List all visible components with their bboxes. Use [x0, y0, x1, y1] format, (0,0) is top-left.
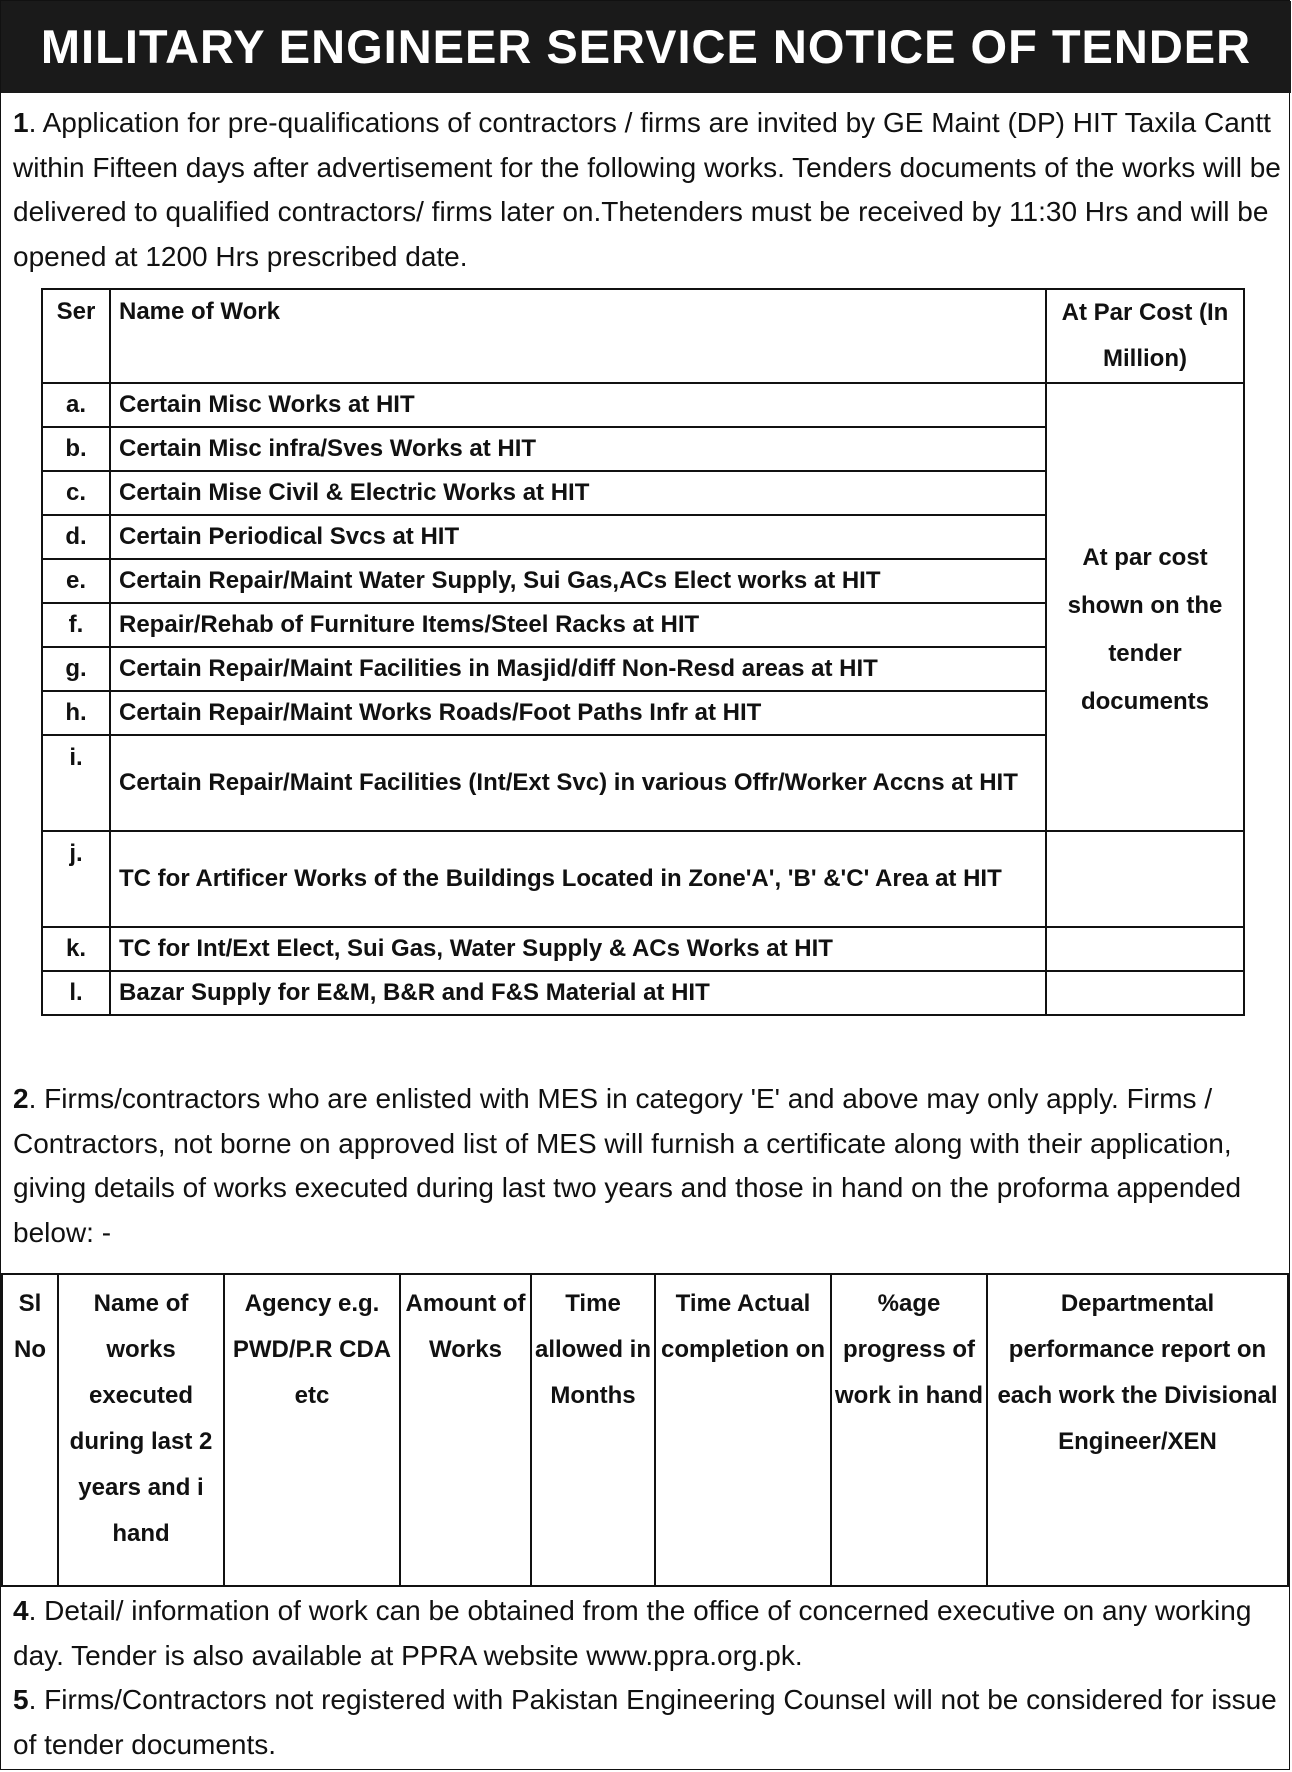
- notice-title: MILITARY ENGINEER SERVICE NOTICE OF TENDER: [1, 1, 1291, 93]
- paragraph-5: [13, 1678, 1281, 1767]
- paragraph-1-number: 1: [13, 107, 29, 138]
- row-ser: l.: [42, 971, 110, 1015]
- row-work-name: Certain Repair/Maint Facilities in Masjid/diff Non-Resd areas at HIT: [110, 647, 1046, 691]
- proforma-col-progress: %age progress of work in hand: [831, 1274, 987, 1586]
- row-ser: j.: [42, 831, 110, 927]
- table-row: [42, 383, 1244, 427]
- row-work-name: Certain Periodical Svcs at HIT: [110, 515, 1046, 559]
- paragraph-4-text: . Detail/ information of work can be obtained from the office of concerned executive on any working day. Tender is also available at PPRA website www.ppra.org.pk.: [13, 1595, 1252, 1671]
- row-work-name: TC for Artificer Works of the Buildings Located in Zone'A', 'B' &'C' Area at HIT: [110, 831, 1046, 927]
- proforma-col-agency: Agency e.g. PWD/P.R CDA etc: [224, 1274, 400, 1586]
- paragraph-4: [13, 1589, 1281, 1678]
- works-table: [41, 288, 1245, 1016]
- row-work-name: Certain Repair/Maint Facilities (Int/Ext Svc) in various Offr/Worker Accns at HIT: [110, 735, 1046, 831]
- paragraph-1: [13, 101, 1281, 279]
- paragraph-2-number: 2: [13, 1083, 29, 1114]
- row-ser: k.: [42, 927, 110, 971]
- header-name-of-work: Name of Work: [110, 289, 1046, 383]
- row-ser: d.: [42, 515, 110, 559]
- row-work-name: Repair/Rehab of Furniture Items/Steel Racks at HIT: [110, 603, 1046, 647]
- paragraph-2-text: . Firms/contractors who are enlisted with MES in category 'E' and above may only apply. Firms / Contractors, not borne on approved list of MES will furnish a certificate along with their application, giving details of works executed during last two years and those in hand on the proforma appended below: -: [13, 1083, 1242, 1248]
- paragraph-5-text: . Firms/Contractors not registered with Pakistan Engineering Counsel will not be considered for issue of tender documents.: [13, 1684, 1277, 1760]
- paragraph-2: [13, 1077, 1281, 1255]
- paragraph-4-number: 4: [13, 1595, 29, 1626]
- empty-cost-cell: [1046, 831, 1244, 927]
- proforma-col-actual-completion: Time Actual completion on: [655, 1274, 831, 1586]
- table-row: [42, 831, 1244, 927]
- row-ser: h.: [42, 691, 110, 735]
- row-work-name: TC for Int/Ext Elect, Sui Gas, Water Supply & ACs Works at HIT: [110, 927, 1046, 971]
- proforma-col-time-allowed: Time allowed in Months: [531, 1274, 655, 1586]
- table-row: [42, 971, 1244, 1015]
- table-row: [42, 927, 1244, 971]
- header-cost: At Par Cost (In Million): [1046, 289, 1244, 383]
- proforma-col-amount: Amount of Works: [400, 1274, 531, 1586]
- row-work-name: Certain Repair/Maint Water Supply, Sui Gas,ACs Elect works at HIT: [110, 559, 1046, 603]
- proforma-table: [1, 1273, 1289, 1587]
- row-work-name: Bazar Supply for E&M, B&R and F&S Material at HIT: [110, 971, 1046, 1015]
- paragraph-5-number: 5: [13, 1684, 29, 1715]
- row-work-name: Certain Misc Works at HIT: [110, 383, 1046, 427]
- header-ser: Ser: [42, 289, 110, 383]
- row-ser: g.: [42, 647, 110, 691]
- row-ser: c.: [42, 471, 110, 515]
- paragraph-1-text: . Application for pre-qualifications of contractors / firms are invited by GE Maint (DP) HIT Taxila Cantt within Fifteen days after advertisement for the following works. Tenders documents of the works will be delivered to qualified contractors/ firms later on.Thetenders must be received by 11:30 Hrs and will be opened at 1200 Hrs prescribed date.: [13, 107, 1281, 272]
- works-table-header: [42, 289, 1244, 383]
- row-ser: i.: [42, 735, 110, 831]
- row-ser: a.: [42, 383, 110, 427]
- row-work-name: Certain Repair/Maint Works Roads/Foot Paths Infr at HIT: [110, 691, 1046, 735]
- row-work-name: Certain Misc infra/Sves Works at HIT: [110, 427, 1046, 471]
- proforma-header-row: [2, 1274, 1288, 1586]
- empty-cost-cell: [1046, 971, 1244, 1015]
- cost-note: At par cost shown on the tender documents: [1046, 383, 1244, 831]
- empty-cost-cell: [1046, 927, 1244, 971]
- row-ser: e.: [42, 559, 110, 603]
- row-ser: f.: [42, 603, 110, 647]
- proforma-col-performance-report: Departmental performance report on each work the Divisional Engineer/XEN: [987, 1274, 1288, 1586]
- proforma-col-sl-no: Sl No: [2, 1274, 58, 1586]
- proforma-col-name-of-works: Name of works executed during last 2 years and i hand: [58, 1274, 224, 1586]
- row-ser: b.: [42, 427, 110, 471]
- row-work-name: Certain Mise Civil & Electric Works at HIT: [110, 471, 1046, 515]
